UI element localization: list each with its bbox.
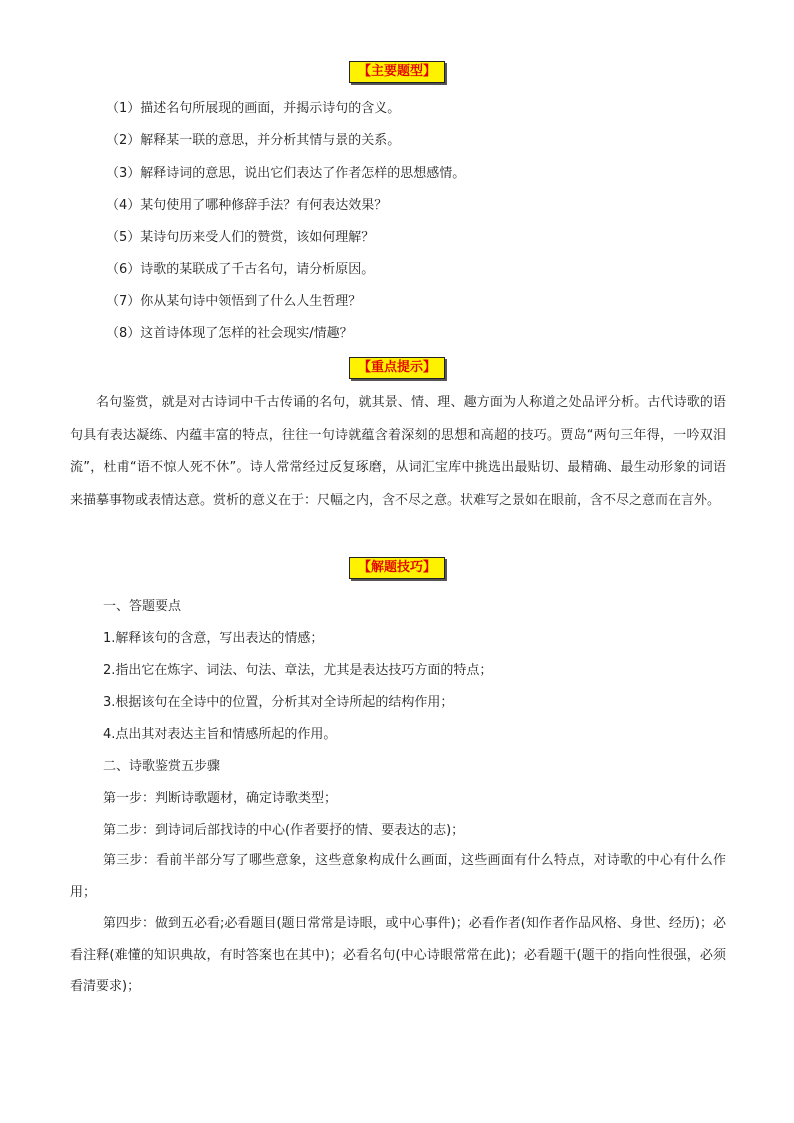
heading-answer-points: 一、答题要点	[103, 599, 182, 614]
question-item: （8）这首诗体现了怎样的社会现实/情趣？	[106, 326, 353, 341]
section-tag-key-hints: 【重点提示】	[349, 357, 445, 379]
step-item: 第四步：做到五必看;必看题目(题日常常是诗眼，或中心事件)；必看作者(知作者作品风格、身世、经历)；必看注释(难懂的知识典故，有时答案也在其中)；必看名句(中心诗眼常常在此)；必看题干(题干的指向性很强，必须看清要求)；	[70, 916, 726, 994]
question-item: （6）诗歌的某联成了千古名句，请分析原因。	[106, 262, 375, 277]
section-tag-main-question-types: 【主要题型】	[349, 61, 445, 83]
question-item: （7）你从某句诗中领悟到了什么人生哲理？	[106, 294, 362, 309]
step-item: 第二步：到诗词后部找诗的中心(作者要抒的情、要表达的志)；	[103, 823, 465, 838]
section-tag-solving-tips: 【解题技巧】	[349, 557, 445, 579]
answer-point: 3.根据该句在全诗中的位置，分析其对全诗所起的结构作用；	[103, 695, 454, 710]
question-item: （4）某句使用了哪种修辞手法？有何表达效果？	[106, 198, 388, 213]
heading-five-steps: 二、诗歌鉴赏五步骤	[103, 759, 221, 774]
answer-point: 4.点出其对表达主旨和情感所起的作用。	[103, 727, 337, 742]
question-item: （2）解释某一联的意思，并分析其情与景的关系。	[106, 133, 401, 148]
answer-point: 2.指出它在炼字、词法、句法、章法，尤其是表达技巧方面的特点；	[103, 663, 493, 678]
question-item: （3）解释诗词的意思，说出它们表达了作者怎样的思想感情。	[106, 166, 466, 181]
step-item: 第三步：看前半部分写了哪些意象，这些意象构成什么画面，这些画面有什么特点，对诗歌的中心有什么作用；	[70, 853, 726, 900]
question-item: （1）描述名句所展现的画面，并揭示诗句的含义。	[106, 101, 401, 116]
key-hints-paragraph: 名句鉴赏，就是对古诗词中千古传诵的名句，就其景、情、理、趣方面为人称道之处品评分析。古代诗歌的语句具有表达凝练、内蕴丰富的特点，往往一句诗就蕴含着深刻的思想和高超的技巧。贾岛“两句三年得，一吟双泪流”，杜甫“语不惊人死不休”。诗人常常经过反复琢磨，从词汇宝库中挑选出最贴切、最精确、最生动形象的词语来描摹事物或表情达意。赏析的意义在于：尺幅之内，含不尽之意。状难写之景如在眼前，含不尽之意而在言外。	[70, 395, 726, 508]
question-item: （5）某诗句历来受人们的赞赏，该如何理解？	[106, 230, 375, 245]
answer-point: 1.解释该句的含意，写出表达的情感；	[103, 631, 324, 646]
step-item: 第一步：判断诗歌题材，确定诗歌类型；	[103, 791, 338, 806]
